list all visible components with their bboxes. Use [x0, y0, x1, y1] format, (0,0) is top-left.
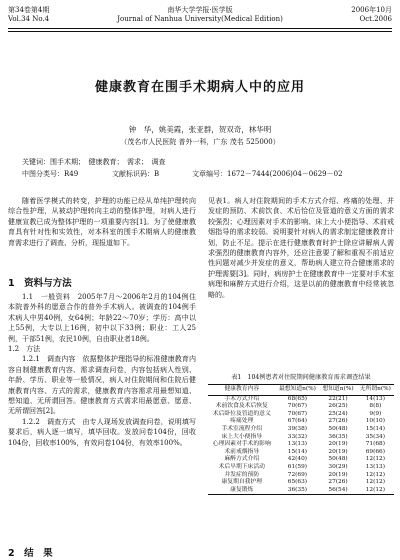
table-value-cell: 20(19) [328, 448, 348, 455]
table-header-row [208, 385, 394, 396]
table-value-cell: 12(12) [365, 471, 385, 478]
table-value-cell: 61(59) [287, 463, 308, 470]
demand-table [208, 384, 394, 495]
classification-line [22, 170, 388, 179]
table-value-cell: 26(25) [328, 403, 348, 410]
table-value-cell: 56(54) [319, 487, 356, 495]
table-value-cell: 36(35) [328, 433, 348, 440]
table-value-cell: 69(66) [365, 448, 385, 455]
article-title: 健康教育在围手术期病人中的应用 [94, 80, 305, 95]
table-header-cell: 最想知道n(%) [276, 385, 320, 396]
table-item-cell: 心理因素对手术的影响 [212, 441, 271, 448]
table-header-cell: 想知道n(%) [319, 385, 356, 396]
table-value-cell: 12(12) [365, 456, 385, 463]
table-value-cell: 42(40) [287, 456, 308, 463]
table-value-cell: 50(48) [328, 456, 348, 463]
date-cn: 2006年10月 [351, 6, 392, 14]
table-row [208, 403, 394, 411]
table-item-cell: 疼痛处理 [230, 418, 254, 425]
table-value-cell: 71(68) [365, 441, 385, 448]
table-value-cell: 13(13) [365, 463, 385, 470]
table-value-cell: 14(13) [365, 395, 385, 402]
running-header [8, 4, 392, 40]
header-rule-thin [8, 31, 392, 32]
right-column [208, 196, 394, 300]
methods-body [8, 292, 196, 448]
table-row [208, 479, 394, 487]
subsection-1-2-title: 1.2 方法 [8, 345, 41, 354]
table-item-cell: 并发症的预防 [224, 471, 260, 478]
table-item-cell: 康复期自我护理 [221, 479, 263, 486]
table-row [208, 487, 394, 495]
subsection-1-2-2: 1.2.2 调查方式 由专人现场发放调查问卷，说明填写要求后，病人逐一填写，填毕回收。发放问卷104份，回收104份，回收率100%，有效问卷104份，有效率100%。 [8, 417, 196, 447]
table-value-cell: 68(65) [287, 395, 308, 402]
journal-date [351, 6, 392, 24]
table-row [208, 464, 394, 472]
table-value-cell: 13(13) [287, 441, 308, 448]
table-item-cell: 麻醉方式介绍 [224, 456, 260, 463]
table-item-cell: 术前饮食及术后恢复 [215, 403, 268, 410]
table-caption: 表1 104例患者对住院期间健康教育需求调查结果 [231, 374, 371, 381]
table-item-cell: 手术室流程介绍 [221, 425, 263, 432]
journal-name [8, 6, 392, 24]
table-value-cell: 50(48) [328, 425, 348, 432]
table-item-cell: 手术方式介绍 [224, 395, 260, 402]
table-value-cell: 33(32) [287, 433, 308, 440]
table-header-cell: 无所谓n(%) [357, 385, 394, 396]
subsection-1-1: 1.1 一般资料 2005年7月～2006年2月的104例住本院普外科的愿意合作的普外手术病人。被调查的104例手术病人中男40例，女64例；年龄22～70岁；学历：高中以上55例，大专以上16例，初中以下33例；职业：工人25例，干部51例，农民10例，自由职业者18例。 [8, 293, 196, 343]
table-row [208, 395, 394, 403]
table-value-cell: 22(21) [328, 395, 348, 402]
table-row [208, 426, 394, 434]
clc-number: 中图分类号：R49 [22, 170, 79, 178]
table-value-cell: 72(69) [287, 471, 308, 478]
table-value-cell: 30(29) [328, 463, 348, 470]
table-row [208, 441, 394, 449]
affiliation: （茂名市人民医院 普外一科，广东 茂名 525000） [120, 138, 280, 146]
results-paragraph: 见表1。病人对住院期间的手术方式介绍、疼痛的处理、并发症的预防、术前饮食、术后恰位及管道的意义方面的需求较强烈；心理因素对手术的影响、床上大小便指导、术前戒烟指导的需求较弱。说明要针对病人的需求制定健康教育计划，防止不足。提示在进行健康教育时护士除应讲解病人需求强烈的健康教育内容外，还应注意要了解和重视不前适应性问题对减少并发症的意义，帮助病人建立符合健康需求的护理需要[3]。同时，病房护士在健康教育中一定要对手术室病理和麻醉方式进行介绍，这是以前的健康教育中经常被忽略的。 [208, 197, 394, 299]
section-heading-2: 2 结 果 [8, 548, 53, 559]
table-value-cell: 20(19) [328, 441, 348, 448]
table-value-cell: 8(8) [369, 403, 382, 410]
table-value-cell: 10(10) [365, 418, 385, 425]
table-header-cell: 健康教育内容 [208, 385, 276, 396]
table-item-cell: 床上大小便指导 [221, 433, 263, 440]
journal-name-en: Journal of Nanhua University(Medical Edition) [117, 15, 283, 23]
table-value-cell: 35(34) [365, 433, 385, 440]
table-value-cell: 12(12) [357, 487, 394, 495]
intro-paragraph: 随着医学模式的转变，护理的功能已经从单纯护理转向综合性护理，从被动护理转向主动的整体护理，对病人进行健康宣教已成为整体护理的一项重要内容[1]。为了使健康教育具有针对性和实效性，对本科室的围手术期病人的健康教育需求进行了调查、分析，现报道如下。 [8, 197, 196, 247]
table-row [208, 456, 394, 464]
table-row [208, 472, 394, 480]
table-item-cell: 术后早期下床活动 [218, 463, 265, 470]
table-value-cell: 12(12) [365, 479, 385, 486]
keywords: 关键词：围手术期； 健康教育； 需求； 调查 [22, 158, 166, 166]
article-number: 文章编号：1672－7444(2006)04－0629－02 [192, 170, 343, 178]
table-value-cell: 70(67) [287, 403, 308, 410]
table-body [208, 395, 394, 495]
table-value-cell: 39(38) [287, 425, 308, 432]
table-item-cell: 术后卧位及管道的意义 [212, 410, 271, 417]
table-value-cell: 20(19) [328, 471, 348, 478]
table-value-cell: 65(63) [287, 479, 308, 486]
table-item-cell: 康复锻炼 [208, 487, 276, 495]
table-value-cell: 27(26) [328, 418, 348, 425]
table-value-cell: 67(64) [287, 418, 308, 425]
author-list: 钟 华，姚美霞，张亚群，贺双奇，林华明 [128, 125, 272, 134]
journal-name-cn: 南华大学学报·医学版 [167, 6, 233, 14]
subsection-1-2-1: 1.2.1 调查内容 依据整体护理指导的标准健康教育内容自制健康教育内容、需求调查问卷，内容包括病人性别、年龄、学历、职业等一般情况，病人对住院期间和住院后健康教育内容、方式的需求，健康教育内容需求用最想知道、想知道、无所谓回答。健康教育方式需求用最愿意、愿意、无所谓回答[2]。 [8, 355, 196, 416]
header-rule-thick [8, 28, 392, 29]
table-row [208, 418, 394, 426]
issue-en: Vol.34 No.4 [8, 15, 50, 23]
table-value-cell: 15(14) [287, 448, 308, 455]
date-en: Oct.2006 [359, 15, 392, 23]
table-value-cell: 9(9) [369, 410, 382, 417]
section-heading-1: 1 资料与方法 [8, 278, 72, 289]
table-value-cell: 15(14) [365, 425, 385, 432]
table-value-cell: 36(35) [276, 487, 320, 495]
table-value-cell: 27(26) [328, 479, 348, 486]
table-value-cell: 25(24) [328, 410, 348, 417]
left-column [8, 196, 196, 248]
table-item-cell: 术前戒烟指导 [224, 448, 260, 455]
document-code: 文献标识码：B [112, 170, 160, 178]
issue-cn: 第34卷第4期 [8, 6, 50, 14]
table-value-cell: 70(67) [287, 410, 308, 417]
